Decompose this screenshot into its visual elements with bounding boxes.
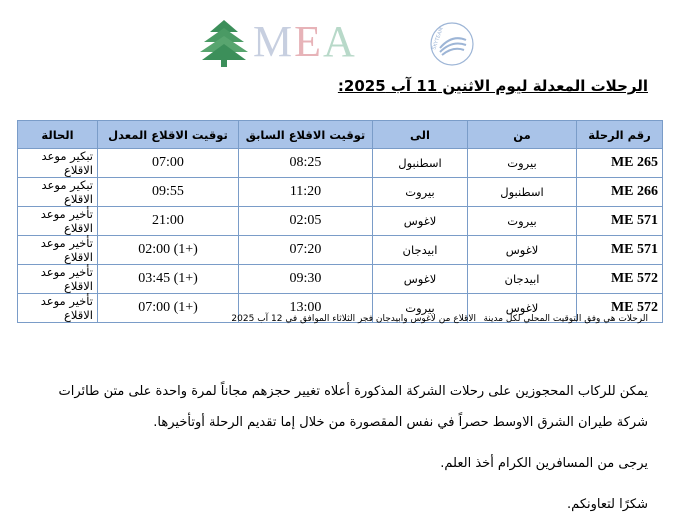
skyteam-text: SKYTEAM <box>431 26 445 51</box>
to-city: ابيدجان <box>373 236 468 265</box>
from-city: ابيدجان <box>468 265 577 294</box>
from-city: بيروت <box>468 149 577 178</box>
prev-time: 08:25 <box>239 149 373 178</box>
mea-logo <box>198 14 488 70</box>
status: تأخير موعد الاقلاع <box>18 207 98 236</box>
thanks-paragraph: شكرًا لتعاونكم. <box>567 497 648 512</box>
prev-time: 11:20 <box>239 178 373 207</box>
from-city: لاغوس <box>468 236 577 265</box>
prev-time: 13:00 <box>239 294 373 323</box>
header-flight: رقم الرحلة <box>577 121 663 149</box>
from-city: بيروت <box>468 207 577 236</box>
flight-number: ME 572 <box>577 294 663 323</box>
new-time: 09:55 <box>98 178 239 207</box>
table-row <box>18 149 663 178</box>
logo-letter-m: M <box>253 17 295 66</box>
status: تبكير موعد الاقلاع <box>18 149 98 178</box>
table-row <box>18 207 663 236</box>
new-time: 21:00 <box>98 207 239 236</box>
status: تأخير موعد الاقلاع <box>18 294 98 323</box>
skyteam-logo-icon <box>428 20 476 68</box>
header-from: من <box>468 121 577 149</box>
header-new-time: توقيت الاقلاع المعدل <box>98 121 239 149</box>
header-prev-time: توقيت الاقلاع السابق <box>239 121 373 149</box>
flight-number: ME 571 <box>577 236 663 265</box>
header-status: الحالة <box>18 121 98 149</box>
flight-number: ME 266 <box>577 178 663 207</box>
to-city: لاغوس <box>373 207 468 236</box>
new-time: 03:45 (1+) <box>98 265 239 294</box>
new-time: 07:00 <box>98 149 239 178</box>
new-time: 02:00 (1+) <box>98 236 239 265</box>
status: تأخير موعد الاقلاع <box>18 236 98 265</box>
prev-time: 09:30 <box>239 265 373 294</box>
from-city: لاغوس <box>468 294 577 323</box>
table-row <box>18 265 663 294</box>
from-city: اسطنبول <box>468 178 577 207</box>
status: تبكير موعد الاقلاع <box>18 178 98 207</box>
logo-letter-e: E <box>294 17 324 66</box>
table-row <box>18 178 663 207</box>
prev-time: 07:20 <box>239 236 373 265</box>
flights-table <box>17 120 663 323</box>
logo-letter-a: A <box>323 17 357 66</box>
rebooking-paragraph-line1: يمكن للركاب المحجوزين على رحلات الشركة المذكورة أعلاه تغيير حجزهم مجاناً لمرة واحدة على متن طائرات <box>58 384 648 399</box>
to-city: لاغوس <box>373 265 468 294</box>
flight-number: ME 572 <box>577 265 663 294</box>
page-title: الرحلات المعدلة ليوم الاثنين 11 آب 2025: <box>337 77 648 95</box>
flight-number: ME 265 <box>577 149 663 178</box>
prev-time: 02:05 <box>239 207 373 236</box>
rebooking-paragraph-line2: شركة طيران الشرق الاوسط حصراً في نفس المقصورة من خلال إما تقديم الرحلة أوتأخيرها. <box>153 415 648 430</box>
notice-paragraph: يرجى من المسافرين الكرام أخذ العلم. <box>440 456 648 471</box>
table-row <box>18 236 663 265</box>
table-header-row <box>18 121 663 149</box>
to-city: اسطنبول <box>373 149 468 178</box>
header-to: الى <box>373 121 468 149</box>
mea-wordmark <box>253 18 357 66</box>
flight-number: ME 571 <box>577 207 663 236</box>
departure-note: الاقلاع من لاغوس وابيدجان فجر الثلاثاء الموافق في 12 آب 2025 <box>231 314 476 324</box>
new-time: 07:00 (1+) <box>98 294 239 323</box>
local-time-note: الرحلات هي وفق التوقيت المحلي لكل مدينة <box>483 314 648 324</box>
to-city: بيروت <box>373 294 468 323</box>
status: تأخير موعد الاقلاع <box>18 265 98 294</box>
to-city: بيروت <box>373 178 468 207</box>
cedar-tree-icon <box>198 18 250 68</box>
